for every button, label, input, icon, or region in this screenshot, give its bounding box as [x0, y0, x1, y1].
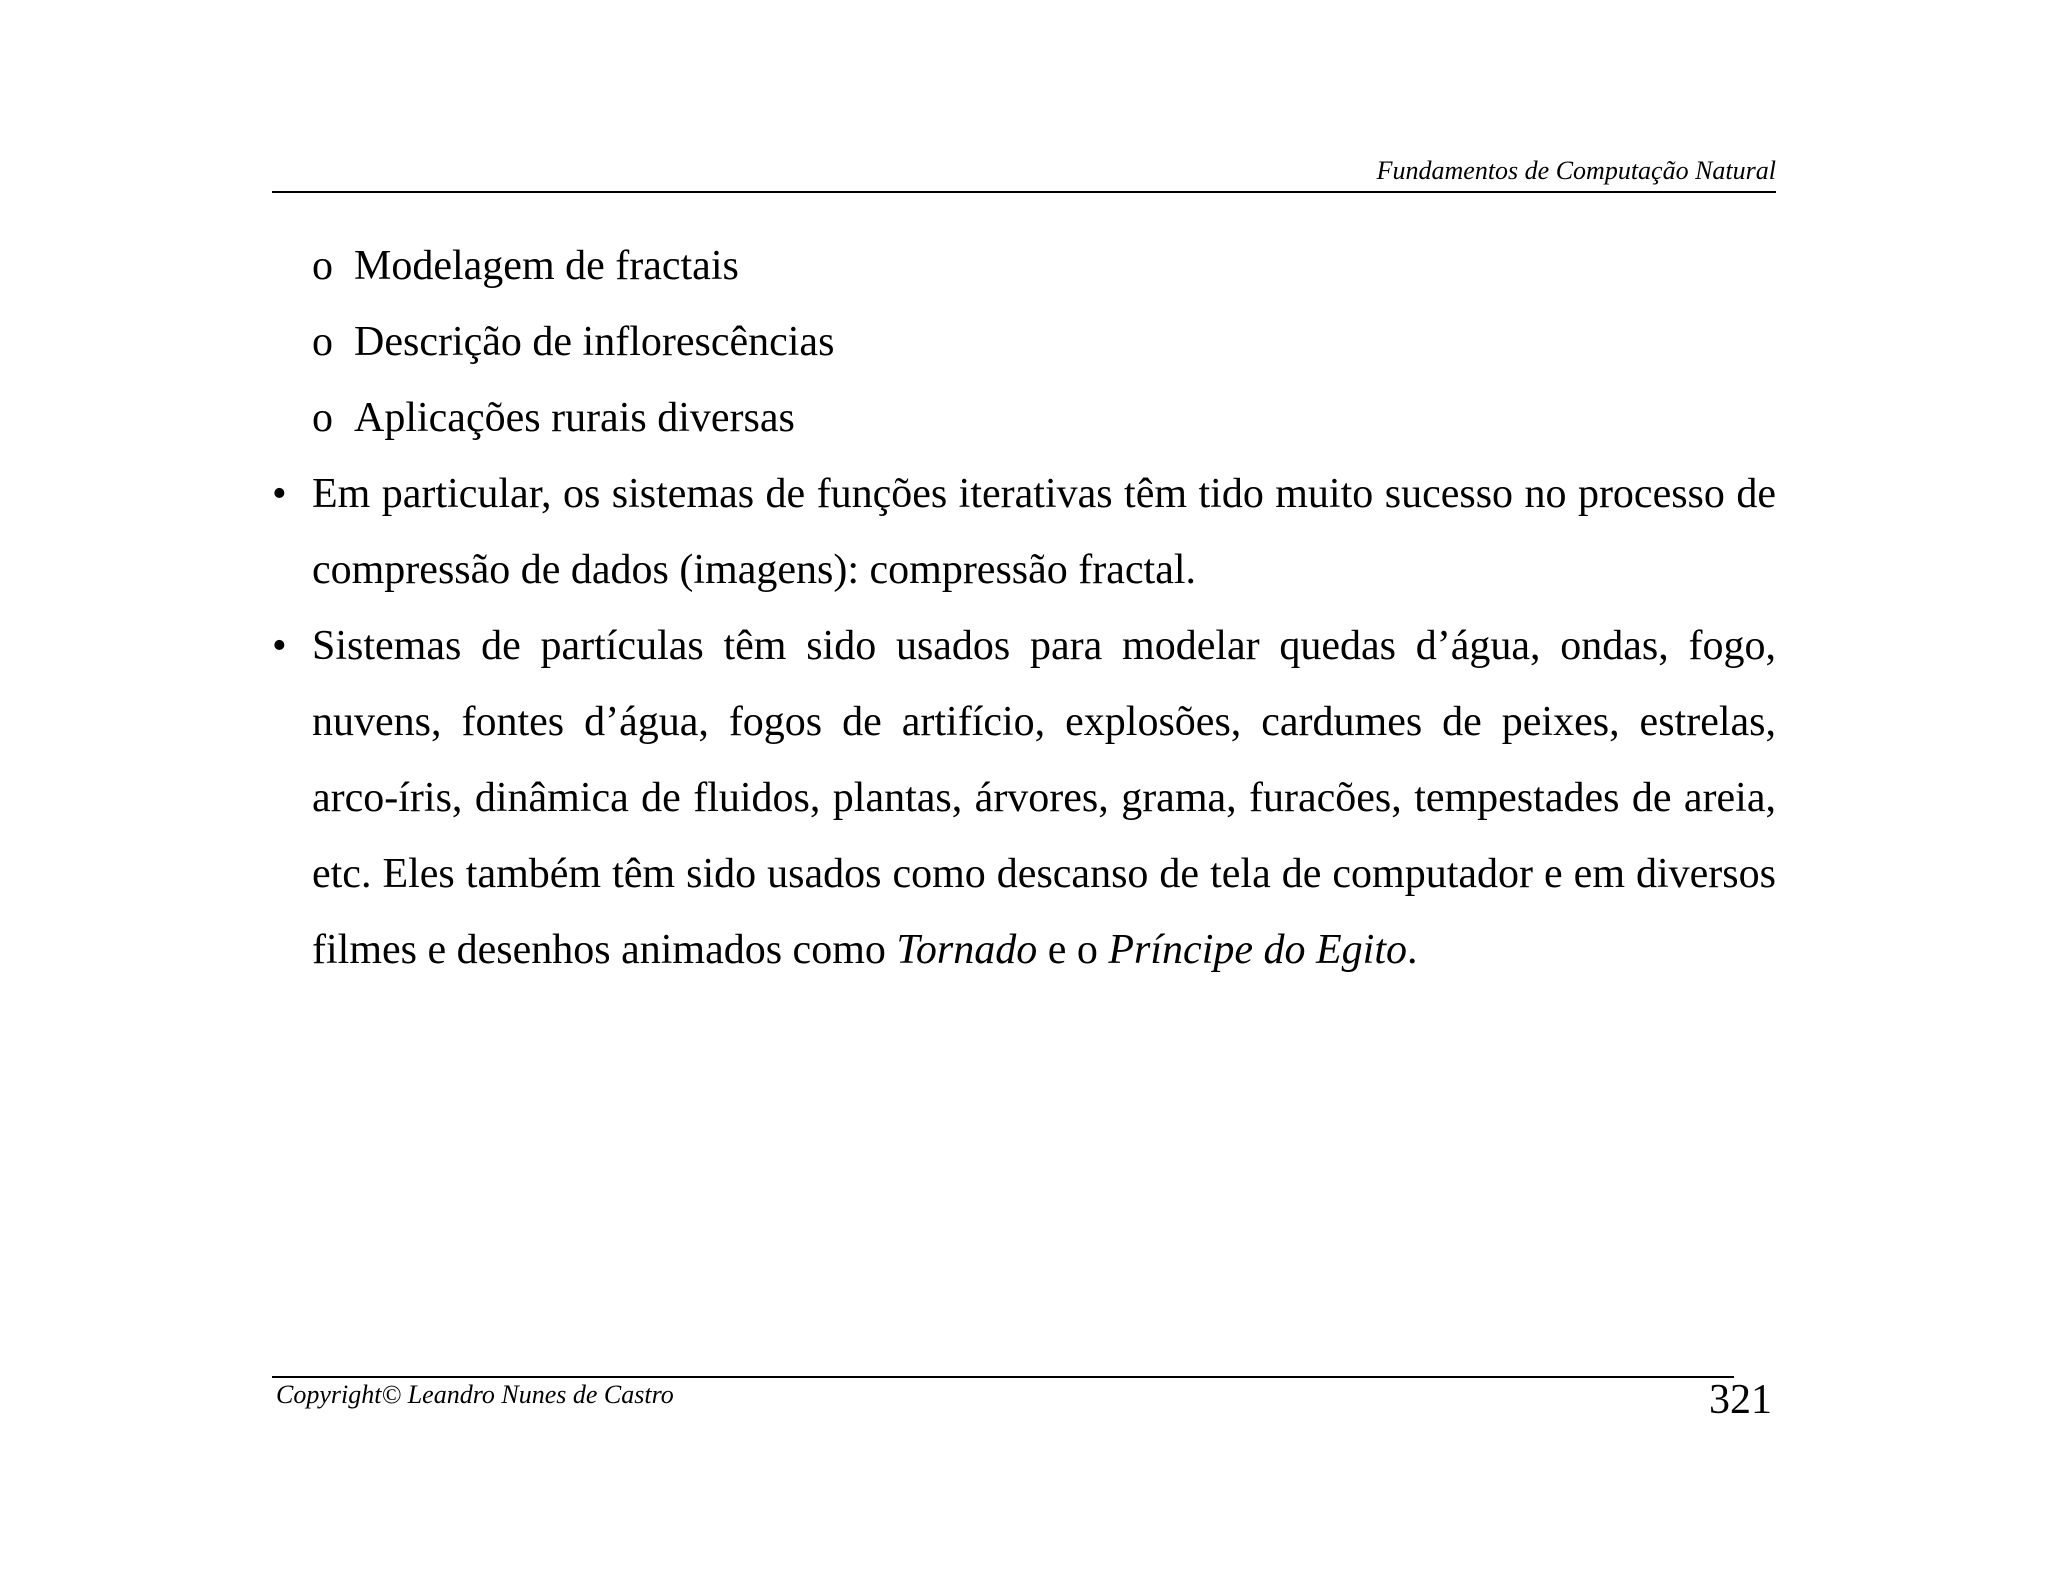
- sub-list-item: [272, 380, 1776, 456]
- page-number: 321: [1709, 1377, 1772, 1423]
- bullet-paragraph-text-middle: e o: [1037, 927, 1109, 973]
- bullet-paragraph-text-end: .: [1407, 927, 1418, 973]
- bullet-paragraph-text: Sistemas de partículas têm sido usados para modelar quedas d’água, ondas, fogo, nuvens, fontes d’água, fogos de artifício, explosões, cardumes de peixes, estrelas, arco-íris, dinâmica de fluidos, plantas, árvores, grama, furacões, tempestades de areia, etc. Eles também têm sido usados como descanso de tela de computador e em diversos filmes e desenhos animados como: [312, 623, 1776, 973]
- film-title-tornado: Tornado: [896, 927, 1038, 973]
- sub-list-item: [272, 304, 1776, 380]
- sub-list-item-text: Aplicações rurais diversas: [354, 395, 795, 441]
- footer-rule: [272, 1376, 1734, 1378]
- bullet-paragraph-text: Em particular, os sistemas de funções iterativas têm tido muito sucesso no processo de compressão de dados (imagens): compressão fractal.: [312, 471, 1776, 593]
- sub-list-item-text: Modelagem de fractais: [354, 243, 739, 289]
- header-rule: [272, 191, 1776, 193]
- bullet-paragraph: [272, 456, 1776, 608]
- bullet-paragraph: [272, 608, 1776, 988]
- bullet-icon: •: [272, 623, 287, 669]
- bullet-icon: •: [272, 471, 287, 517]
- sub-list-item: [272, 228, 1776, 304]
- hollow-bullet-icon: o: [312, 319, 333, 365]
- hollow-bullet-icon: o: [312, 243, 333, 289]
- hollow-bullet-icon: o: [312, 395, 333, 441]
- footer-copyright: Copyright© Leandro Nunes de Castro: [276, 1380, 674, 1409]
- page-body: [272, 228, 1776, 988]
- sub-list-item-text: Descrição de inflorescências: [354, 319, 835, 365]
- page-header-title: Fundamentos de Computação Natural: [1376, 156, 1776, 185]
- film-title-principe-do-egito: Príncipe do Egito: [1108, 927, 1408, 973]
